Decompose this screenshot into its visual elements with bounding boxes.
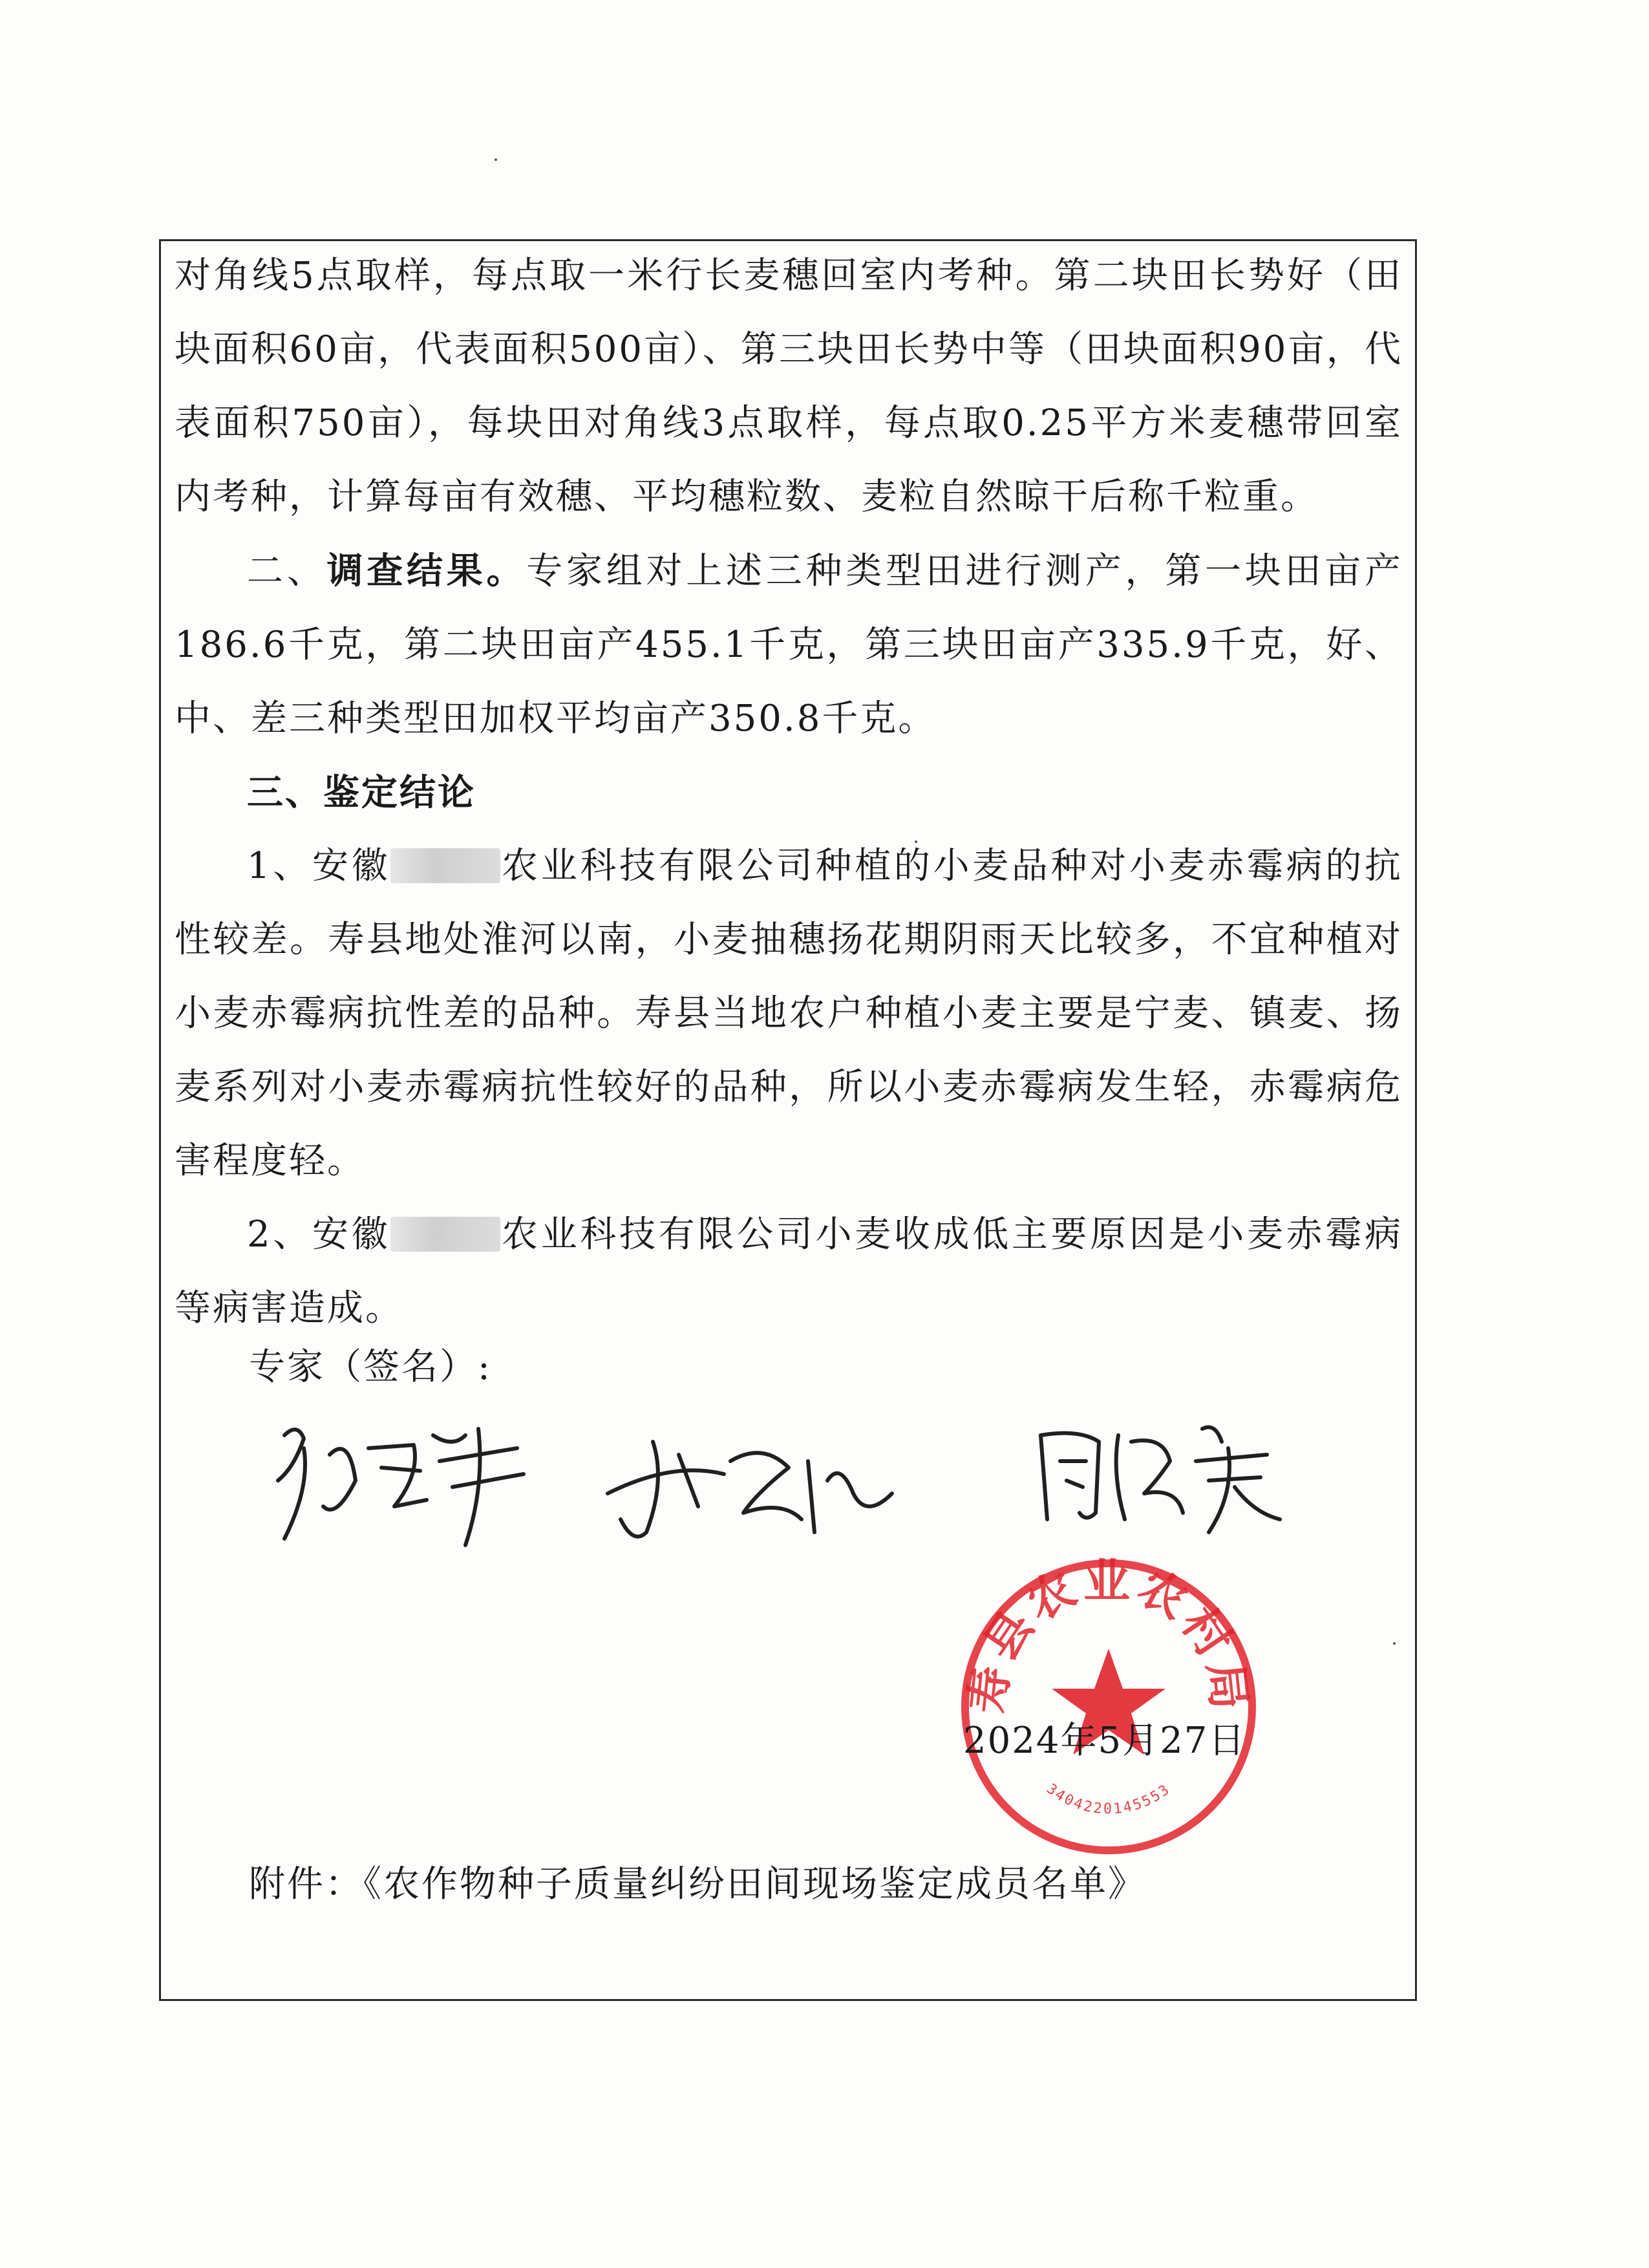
signature-2 xyxy=(595,1422,905,1552)
signature-1 xyxy=(259,1409,543,1558)
section-heading-survey: 调查结果。 xyxy=(326,550,527,592)
seal-number: 3404220145553 xyxy=(1043,1781,1174,1818)
survey-results-text: 专家组对上述三种类型田进行测产，第一块田亩产186.6千克，第二块田亩产455.1千克，第三块田亩产335.9千克，好、中、差三种类型田加权平均亩产350.8千克。 xyxy=(175,550,1403,740)
svg-text:3404220145553 xyxy=(1043,1781,1174,1817)
redacted-company-name xyxy=(390,848,500,883)
conclusion-item-1: 1、安徽 农业科技有限公司种植的小麦品种对小麦赤霉病的抗性较差。寿县地处淮河以南，小麦抽穗扬花期阴雨天比较多，不宜种植对小麦赤霉病抗性差的品种。寿县当地农户种植小麦主要是宁麦、镇麦、扬麦系列对小麦赤霉病抗性较好的品种，所以小麦赤霉病发生轻，赤霉病危害程度轻。 xyxy=(175,845,1403,1182)
seal-text: 寿县农业农村局 xyxy=(960,1554,1257,1716)
paragraph-survey-results xyxy=(175,534,1403,756)
document-body xyxy=(175,239,1403,1345)
signature-3 xyxy=(1021,1409,1293,1539)
scan-speck xyxy=(1393,1642,1396,1645)
conclusion-item-2: 2、安徽 农业科技有限公司小麦收成低主要原因是小麦赤霉病等病害造成。 xyxy=(175,1214,1403,1329)
redacted-company-name xyxy=(390,1217,500,1252)
scan-speck xyxy=(495,158,497,161)
section-number-2: 二、 xyxy=(247,550,327,592)
section-heading-conclusion: 三、鉴定结论 xyxy=(247,771,476,814)
paragraph-sampling: 对角线5点取样，每点取一米行长麦穗回室内考种。第二块田长势好（田块面积60亩，代表面积500亩）、第三块田长势中等（田块面积90亩，代表面积750亩），每块田对角线3点取样，每点取0.25平方米麦穗带回室内考种，计算每亩有效穗、平均穗粒数、麦粒自然晾干后称千粒重。 xyxy=(175,255,1403,518)
signature-label: 专家（签名）: xyxy=(249,1346,492,1388)
scan-speck xyxy=(915,840,917,843)
document-date: 2024年5月27日 xyxy=(963,1720,1246,1762)
official-seal xyxy=(953,1552,1264,1862)
attachment-note: 附件：《农作物种子质量纠纷田间现场鉴定成员名单》 xyxy=(249,1863,1146,1905)
